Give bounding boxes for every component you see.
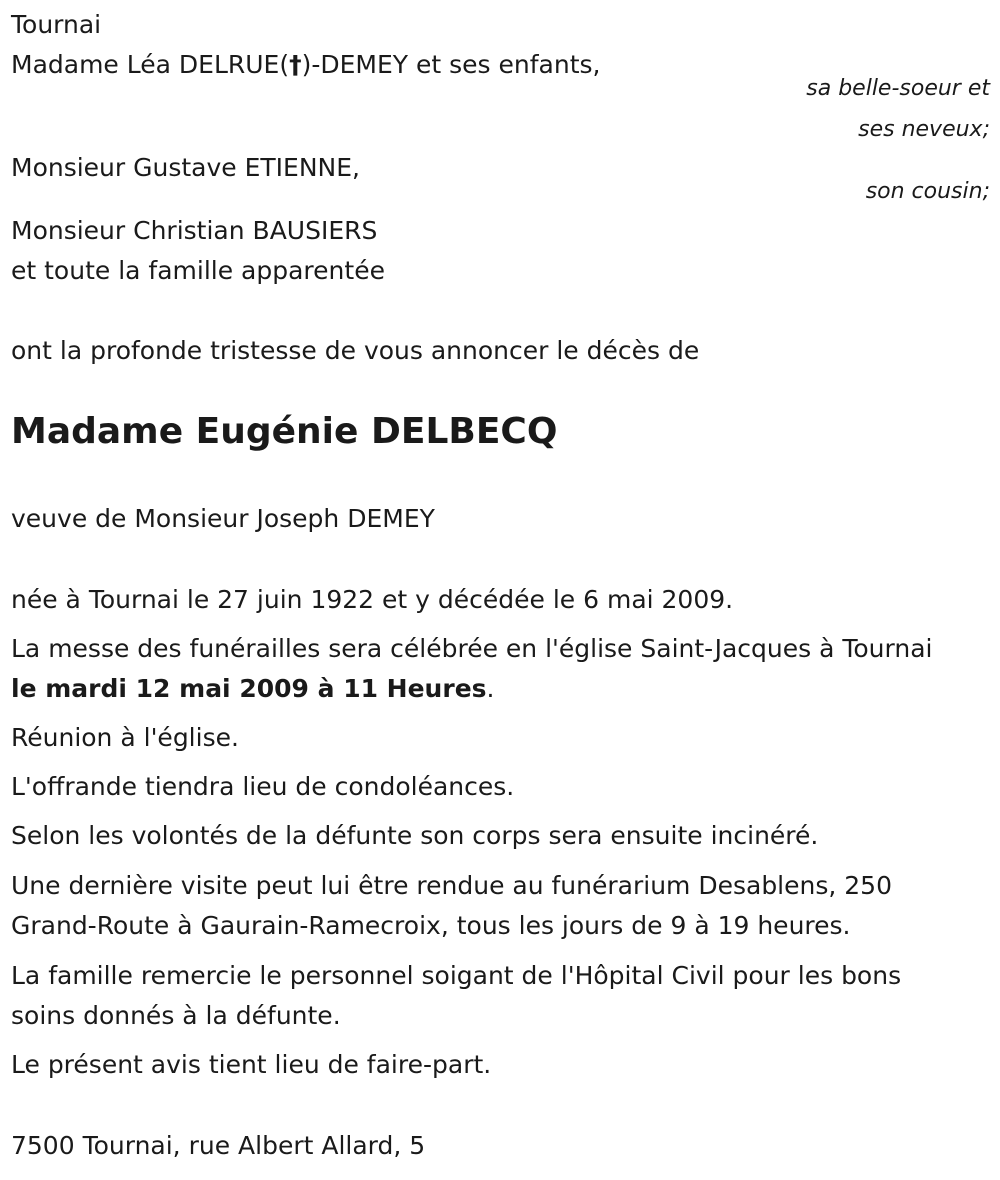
cremation-note: Selon les volontés de la défunte son corps sera ensuite incinéré. (11, 821, 819, 850)
mourner-4: et toute la famille apparentée (11, 256, 385, 285)
cross-icon: † (289, 50, 302, 79)
mourner-1-name: Madame Léa DELRUE( (11, 50, 290, 79)
funeral-date-bold: le mardi 12 mai 2009 à 11 Heures (11, 674, 487, 703)
deceased-name: Madame Eugénie DELBECQ (11, 411, 558, 452)
funeral-date-suffix: . (486, 674, 495, 703)
birth-death: née à Tournai le 27 juin 1922 et y décédée le 6 mai 2009. (11, 585, 734, 614)
announcement: ont la profonde tristesse de vous annoncer le décès de (11, 336, 700, 365)
relation-1-line-1: sa belle-soeur et (806, 76, 990, 101)
mourner-2: Monsieur Gustave ETIENNE, (11, 153, 360, 182)
thanks-line-1: La famille remercie le personnel soigant de l'Hôpital Civil pour les bons (11, 961, 902, 990)
offrande-note: L'offrande tiendra lieu de condoléances. (11, 772, 515, 801)
city-line: Tournai (11, 10, 102, 39)
reunion-note: Réunion à l'église. (11, 723, 239, 752)
funeral-date (11, 674, 494, 704)
address: 7500 Tournai, rue Albert Allard, 5 (11, 1131, 426, 1160)
mourner-1-suffix: )-DEMEY et ses enfants, (301, 50, 601, 79)
mourner-3: Monsieur Christian BAUSIERS (11, 216, 378, 245)
widow-of: veuve de Monsieur Joseph DEMEY (11, 504, 435, 533)
mourner-1 (11, 50, 600, 80)
relation-1-line-2: ses neveux; (858, 117, 990, 142)
visit-line-1: Une dernière visite peut lui être rendue au funérarium Desablens, 250 (11, 871, 892, 900)
faire-part-note: Le présent avis tient lieu de faire-part. (11, 1050, 492, 1079)
visit-line-2: Grand-Route à Gaurain-Ramecroix, tous les jours de 9 à 19 heures. (11, 911, 851, 940)
funeral-line-1: La messe des funérailles sera célébrée en l'église Saint-Jacques à Tournai (11, 634, 933, 663)
thanks-line-2: soins donnés à la défunte. (11, 1001, 341, 1030)
relation-2: son cousin; (865, 179, 990, 204)
